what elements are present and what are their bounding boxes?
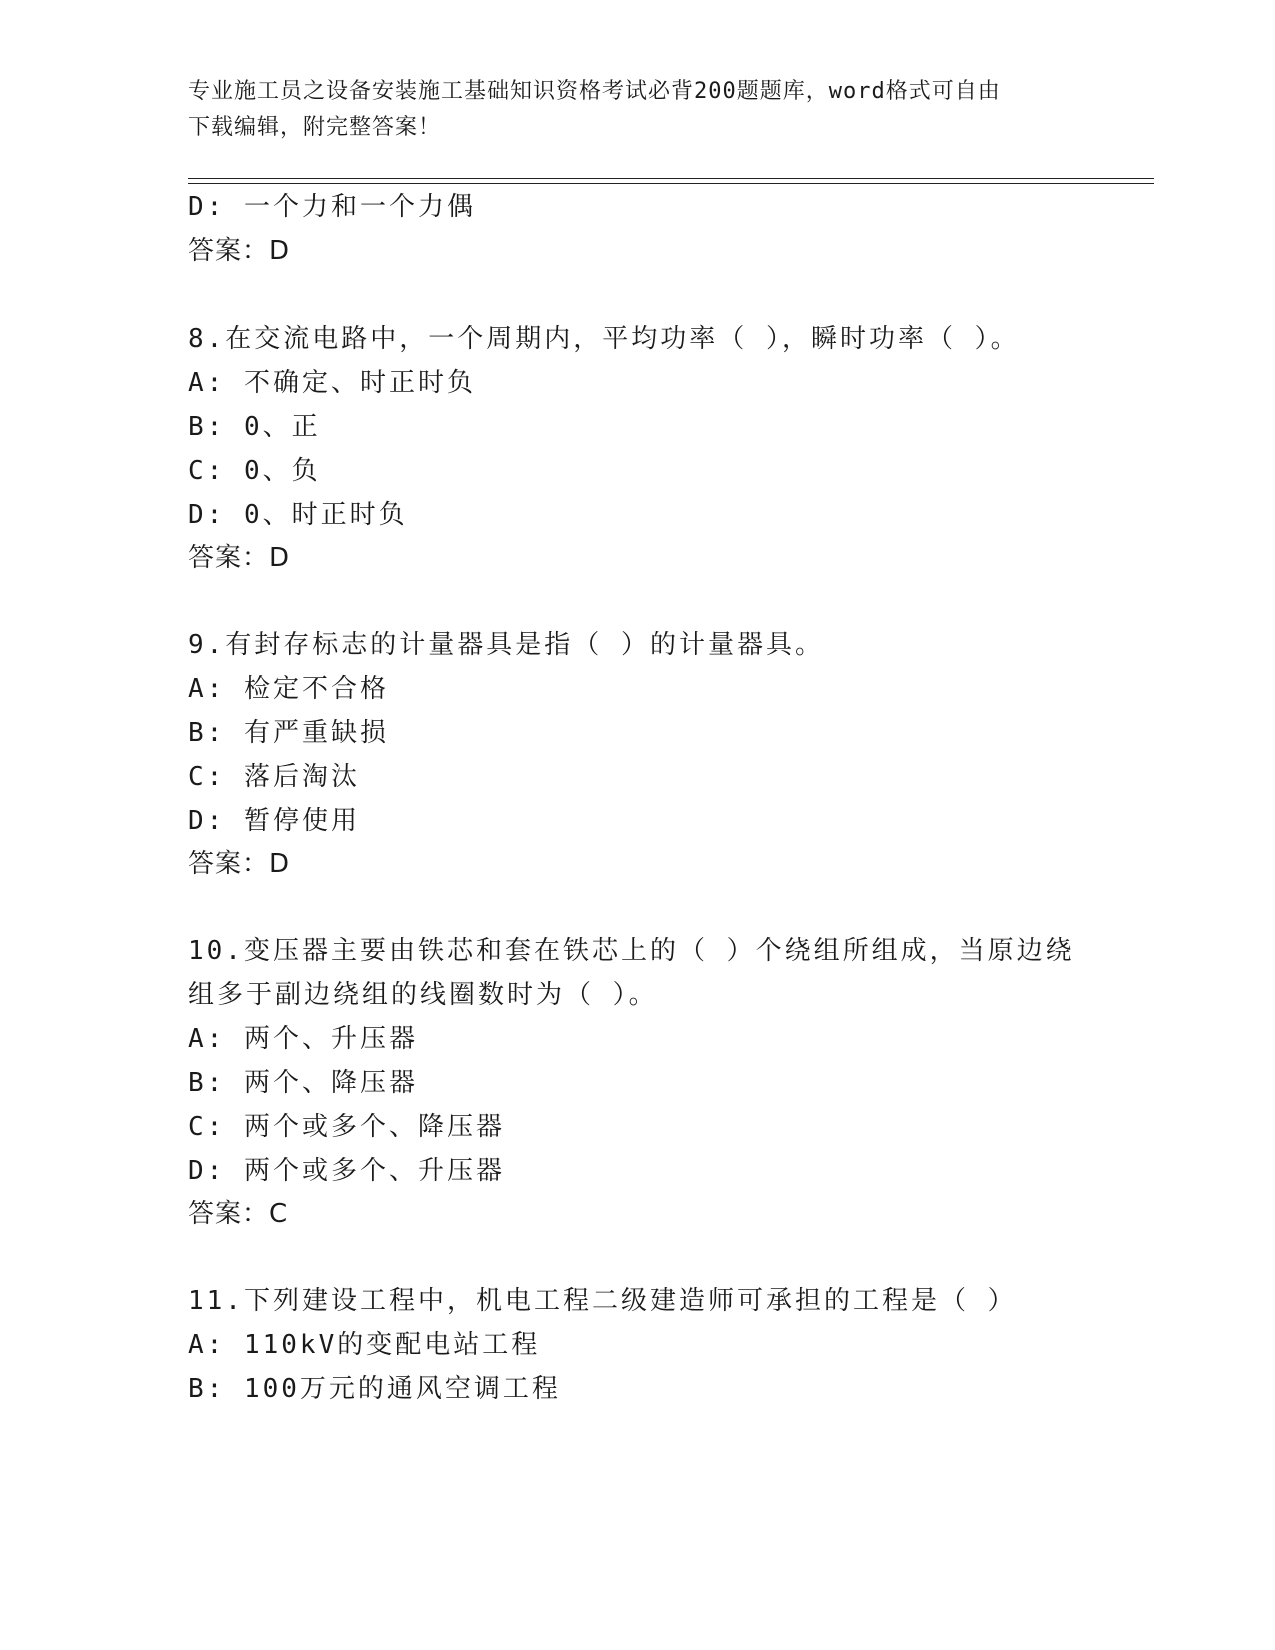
header-line-1: 专业施工员之设备安装施工基础知识资格考试必背200题题库，word格式可自由 — [188, 79, 1001, 104]
prev-answer: 答案：D — [188, 236, 291, 266]
q8-answer: 答案：D — [188, 543, 291, 573]
q11-option-a: A: 110kV的变配电站工程 — [188, 1330, 541, 1360]
header-divider-top — [188, 178, 1154, 179]
q10-question-line-1: 10.变压器主要由铁芯和套在铁芯上的（ ）个绕组所组成，当原边绕 — [188, 936, 1075, 966]
q11-option-b: B: 100万元的通风空调工程 — [188, 1374, 561, 1404]
q8-question: 8.在交流电路中，一个周期内，平均功率（ ），瞬时功率（ ）。 — [188, 324, 1020, 354]
q9-option-a: A: 检定不合格 — [188, 674, 389, 704]
q10-question-line-2: 组多于副边绕组的线圈数时为（ ）。 — [188, 980, 658, 1010]
prev-option-d: D: 一个力和一个力偶 — [188, 192, 476, 222]
q10-option-a: A: 两个、升压器 — [188, 1024, 418, 1054]
q10-option-b: B: 两个、降压器 — [188, 1068, 418, 1098]
header-divider-bottom — [188, 183, 1154, 184]
q9-option-c: C: 落后淘汰 — [188, 762, 360, 792]
q9-option-d: D: 暂停使用 — [188, 806, 360, 836]
header-line-2: 下载编辑，附完整答案！ — [188, 115, 442, 140]
q9-question: 9.有封存标志的计量器具是指（ ）的计量器具。 — [188, 630, 824, 660]
q8-option-d: D: 0、时正时负 — [188, 500, 408, 530]
q8-option-c: C: 0、负 — [188, 456, 321, 486]
q10-answer: 答案：C — [188, 1199, 289, 1229]
q8-option-b: B: 0、正 — [188, 412, 321, 442]
q10-option-d: D: 两个或多个、升压器 — [188, 1156, 505, 1186]
q9-option-b: B: 有严重缺损 — [188, 718, 389, 748]
q10-option-c: C: 两个或多个、降压器 — [188, 1112, 505, 1142]
q9-answer: 答案：D — [188, 849, 291, 879]
q8-option-a: A: 不确定、时正时负 — [188, 368, 476, 398]
document-header — [188, 74, 1068, 146]
q11-question: 11.下列建设工程中，机电工程二级建造师可承担的工程是（ ） — [188, 1286, 1017, 1316]
